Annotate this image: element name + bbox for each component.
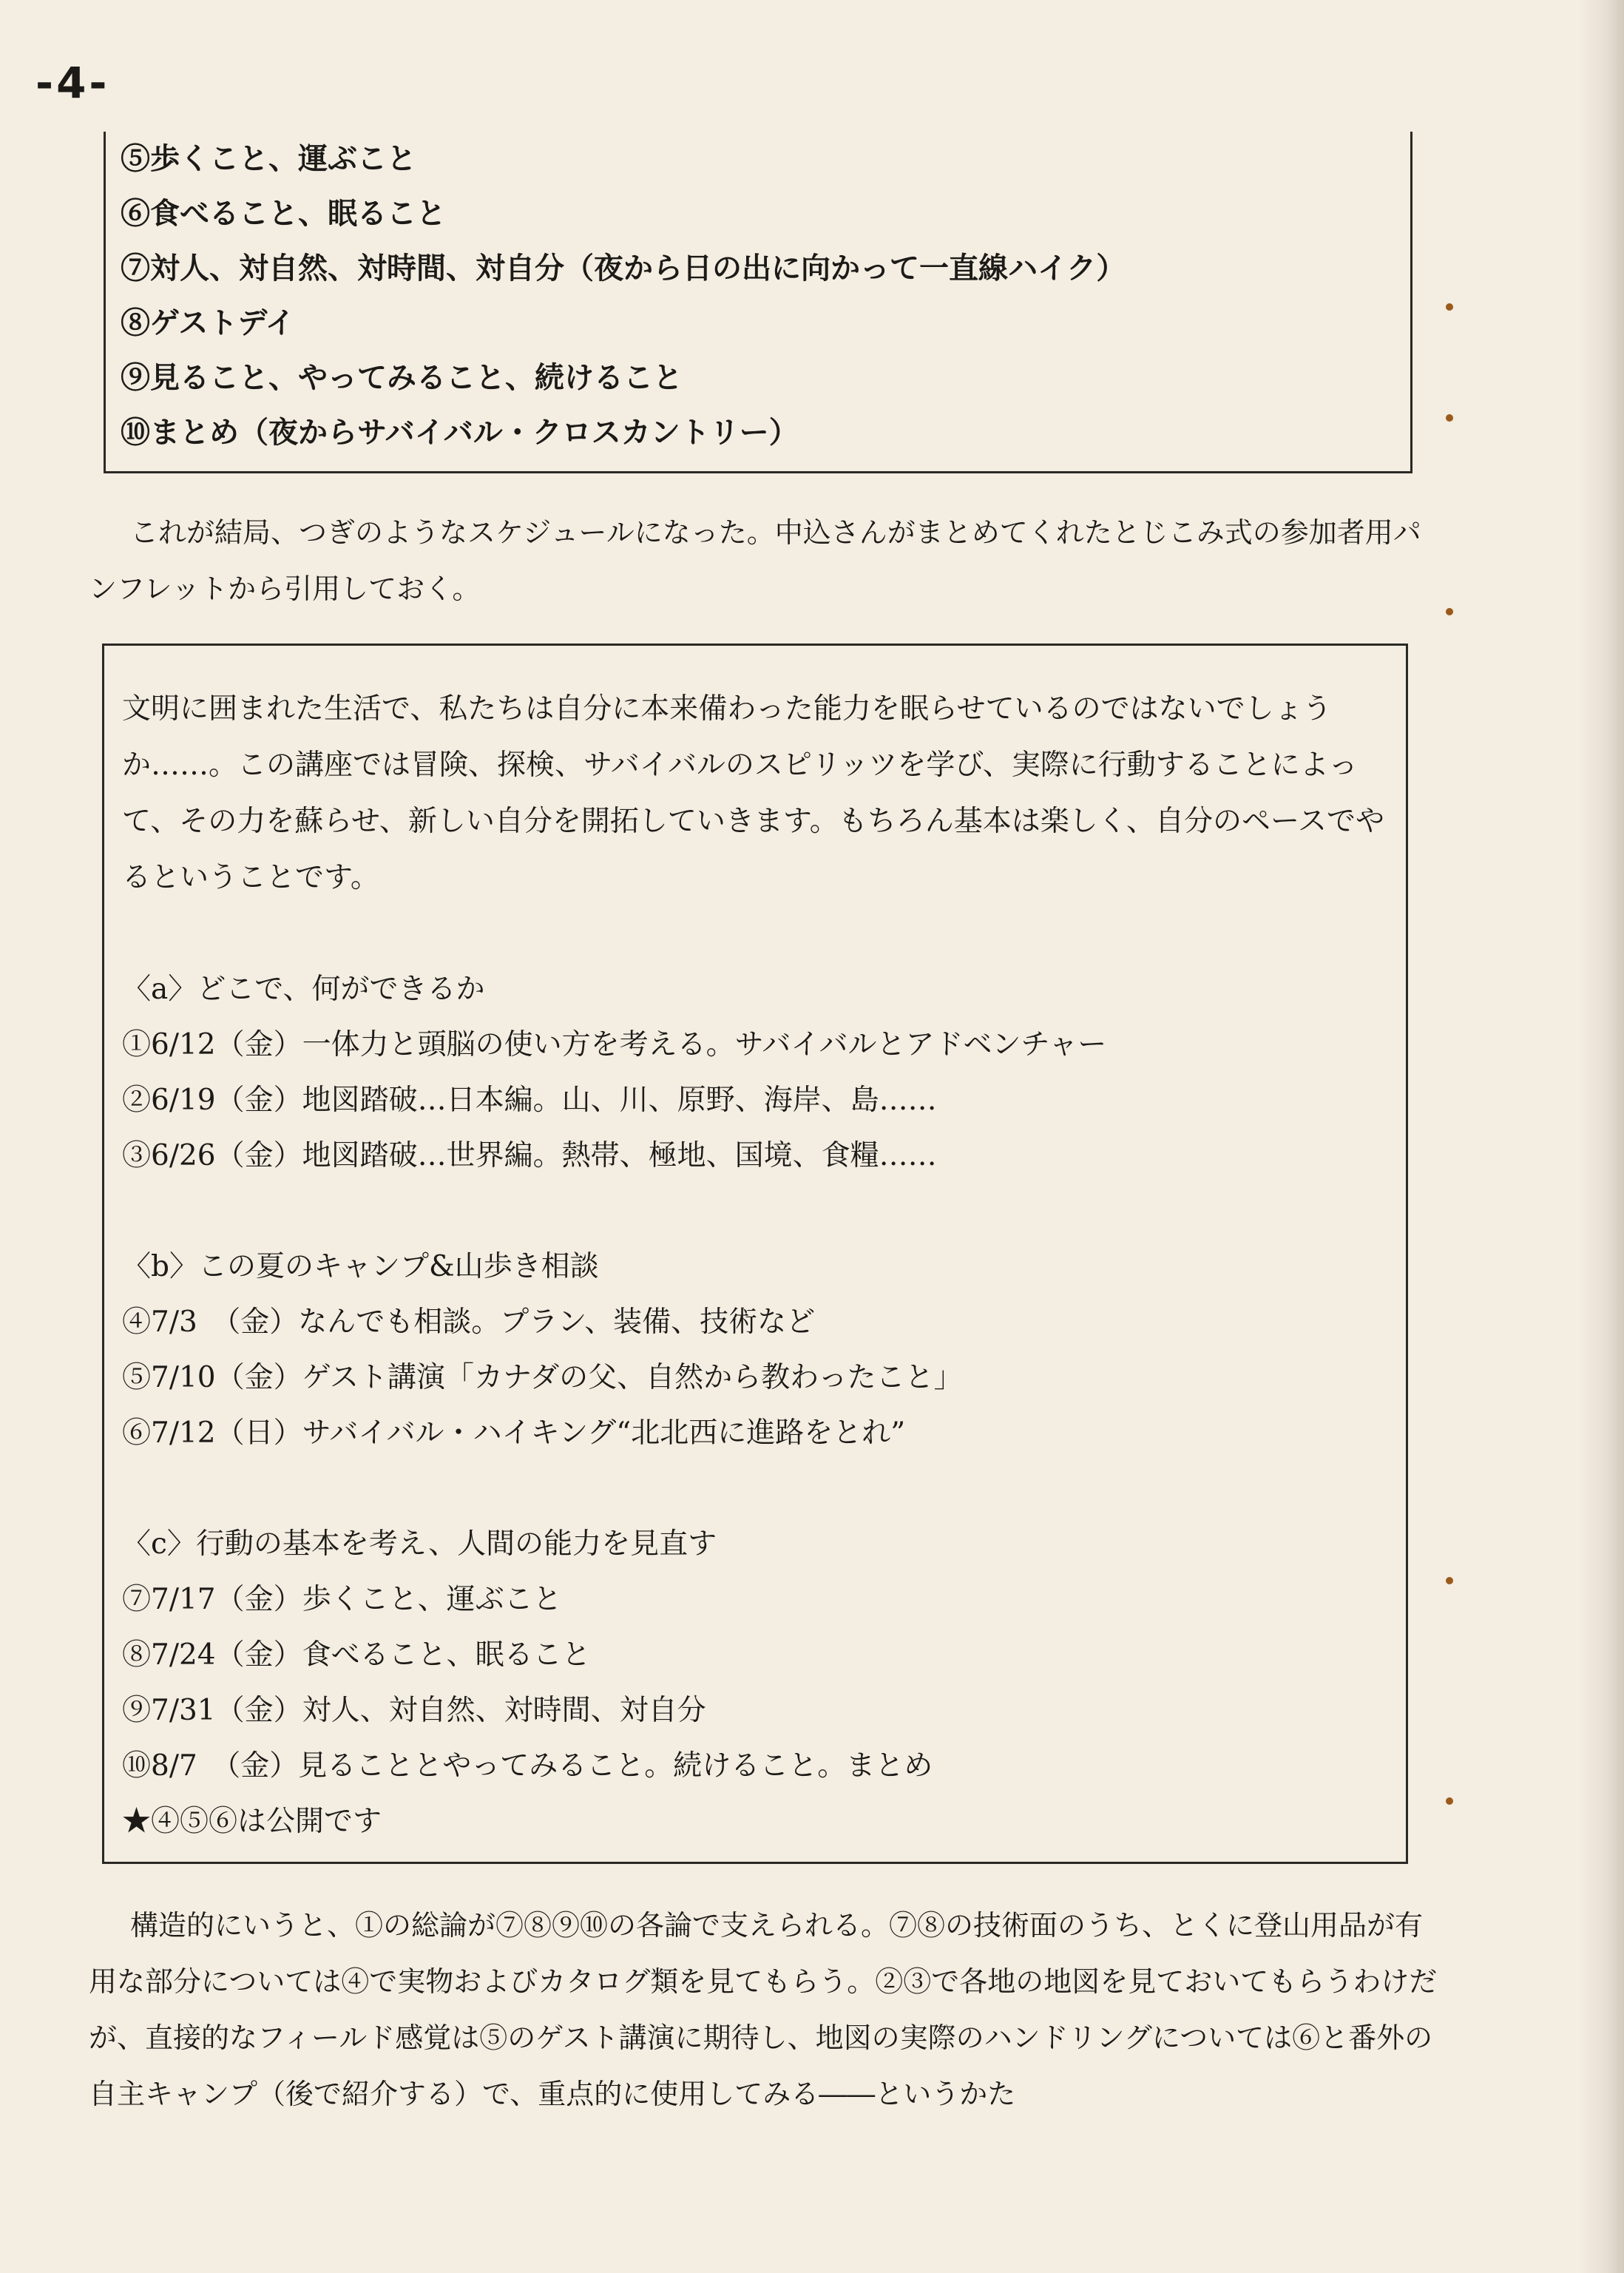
topic-line: ⑩まとめ（夜からサバイバル・クロスカントリー） bbox=[121, 415, 799, 450]
binding-hole bbox=[1446, 414, 1453, 422]
schedule-item: ⑨7/31（金）対人、対自然、対時間、対自分 bbox=[122, 1694, 706, 1727]
topic-line: ⑨見ること、やってみること、続けること bbox=[121, 360, 683, 395]
topic-line: ⑤歩くこと、運ぶこと bbox=[121, 141, 416, 176]
pamphlet-quote-box bbox=[102, 644, 1408, 1864]
schedule-item: ⑩8/7 （金）見ることとやってみること。続けること。まとめ bbox=[122, 1749, 933, 1783]
topic-line: ⑦対人、対自然、対時間、対自分（夜から日の出に向かって一直線ハイク） bbox=[121, 251, 1126, 286]
schedule-item: ④7/3 （金）なんでも相談。プラン、装備、技術など bbox=[122, 1306, 816, 1339]
binding-hole bbox=[1446, 608, 1453, 615]
schedule-item: ②6/19（金）地図踏破…日本編。山、川、原野、海岸、島…… bbox=[122, 1084, 937, 1117]
section-title: 〈a〉どこで、何ができるか bbox=[122, 973, 485, 1006]
schedule-item: ⑦7/17（金）歩くこと、運ぶこと bbox=[122, 1583, 562, 1616]
body-paragraph: これが結局、つぎのようなスケジュールになった。中込さんがまとめてくれたとじこみ式の参加者用パンフレットから引用しておく。 bbox=[89, 516, 1421, 605]
schedule-item: ①6/12（金）一体力と頭脳の使い方を考える。サバイバルとアドベンチャー bbox=[122, 1028, 1107, 1061]
schedule-item: ⑥7/12（日）サバイバル・ハイキング“北北西に進路をとれ” bbox=[122, 1416, 906, 1450]
binding-hole bbox=[1446, 1797, 1453, 1805]
body-paragraph: 構造的にいうと、①の総論が⑦⑧⑨⑩の各論で支えられる。⑦⑧の技術面のうち、とくに登山用品が有用な部分については④で実物およびカタログ類を見てもらう。②③で各地の地図を見ておいてもらうわけだが、直接的なフィールド感覚は⑤のゲスト講演に期待し、地図の実際のハンドリングについては⑥と番外の自主キャンプ（後で紹介する）で、重点的に使用してみる――というかた bbox=[89, 1909, 1438, 2110]
schedule-item: ⑤7/10（金）ゲスト講演「カナダの父、自然から教わったこと」 bbox=[122, 1361, 963, 1394]
schedule-item: ③6/26（金）地図踏破…世界編。熱帯、極地、国境、食糧…… bbox=[122, 1139, 937, 1172]
binding-hole bbox=[1446, 303, 1453, 311]
topic-line: ⑥食べること、眠ること bbox=[121, 196, 446, 231]
section-title: 〈b〉この夏のキャンプ&山歩き相談 bbox=[122, 1250, 599, 1283]
section-title: 〈c〉行動の基本を考え、人間の能力を見直す bbox=[122, 1527, 717, 1561]
topic-line: ⑧ゲストデイ bbox=[121, 305, 295, 340]
topic-list-box bbox=[104, 132, 1412, 473]
schedule-item: ⑧7/24（金）食べること、眠ること bbox=[122, 1638, 591, 1672]
paper-edge-shadow bbox=[1580, 0, 1624, 2273]
pamphlet-intro: 文明に囲まれた生活で、私たちは自分に本来備わった能力を眠らせているのではないでしょうか……。この講座では冒険、探検、サバイバルのスピリッツを学び、実際に行動することによって、その力を蘇らせ、新しい自分を開拓していきます。もちろん基本は楽しく、自分のペースでやるということです。 bbox=[122, 692, 1385, 894]
public-note: ★④⑤⑥は公開です bbox=[122, 1805, 382, 1838]
page-number: -4- bbox=[35, 58, 110, 108]
binding-hole bbox=[1446, 1577, 1453, 1584]
